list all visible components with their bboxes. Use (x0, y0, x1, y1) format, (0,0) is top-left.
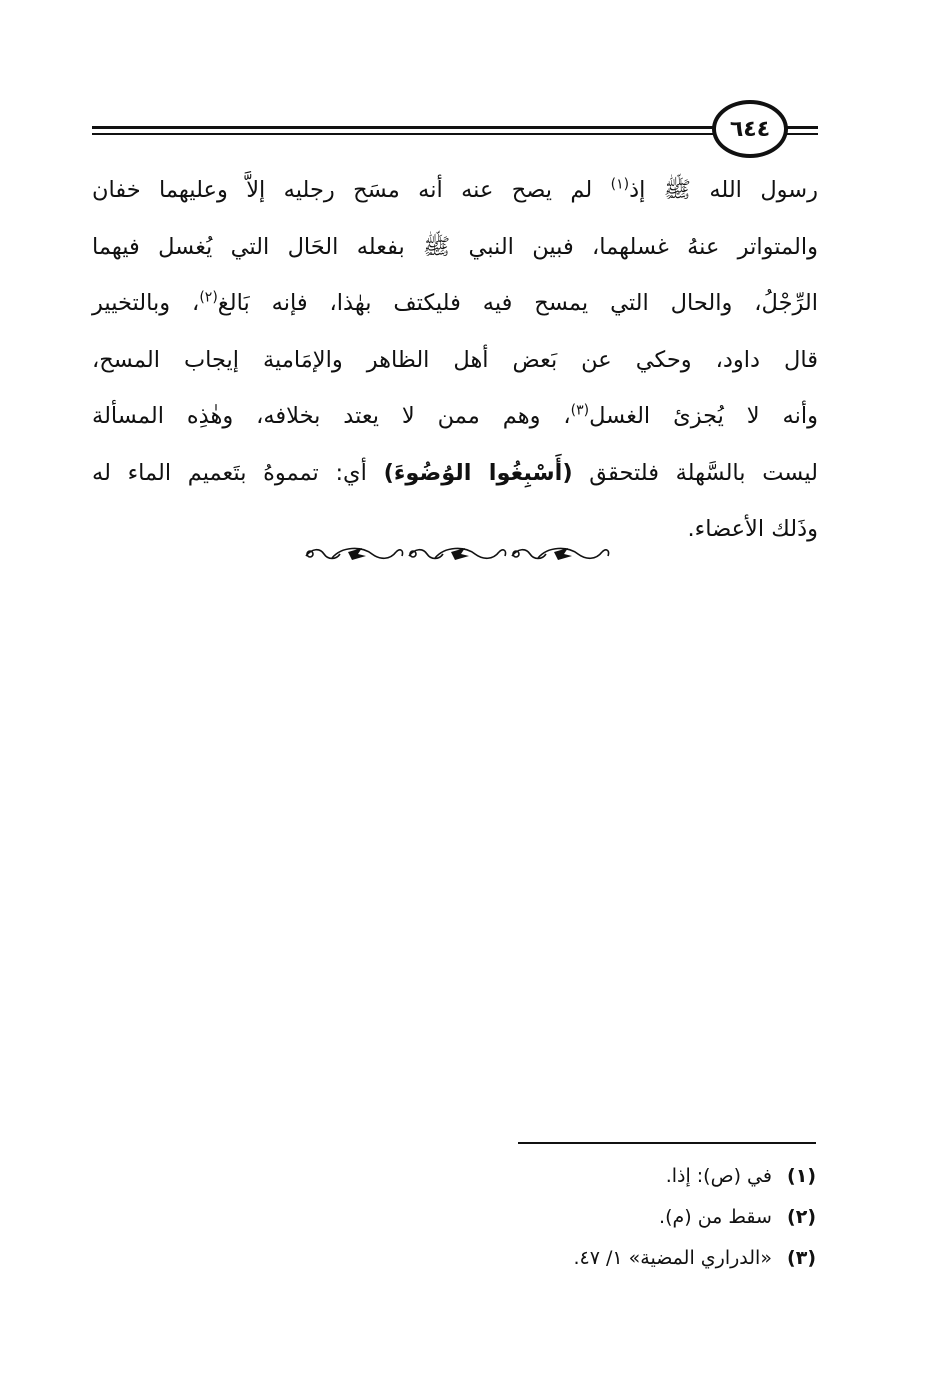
section-ornament (300, 540, 610, 568)
text-segment: قال داود، وحكي عن بَعض أهل الظاهر والإمَامية إيجاب المسح، (92, 346, 818, 373)
text-segment: وذَلك الأعضاء. (687, 516, 818, 542)
header-rule-right (786, 126, 818, 129)
footnote-item (300, 1156, 816, 1197)
text-segment: والمتواتر عنهُ غسلهما، فبين النبي ﷺ بفعله الحَال التي يُغسل فيهما (92, 233, 818, 260)
footnote-text: سقط من (م). (659, 1206, 772, 1228)
footnote-marker: (٢) (199, 289, 218, 306)
footnote-marker: (٣) (570, 402, 590, 419)
body-line (92, 332, 818, 389)
quranic-quote: (أَسْبِغُوا الوُضُوءَ) (383, 459, 573, 486)
text-segment: رسول الله ﷺ إذ (629, 177, 819, 203)
header-rule (92, 126, 718, 129)
body-line (92, 219, 818, 276)
header-rule-right-thin (786, 133, 818, 135)
footnote-item (300, 1238, 816, 1279)
body-line (92, 162, 818, 219)
text-segment: أي: تمموهُ بتَعميم الماء له (92, 459, 384, 486)
page-number-badge (712, 100, 788, 158)
text-segment: ، وبالتخيير (92, 290, 200, 316)
footnote-number: (٢) (787, 1206, 816, 1228)
footnote-number: (٣) (787, 1247, 816, 1269)
footnotes (300, 1156, 816, 1279)
footnote-text: في (ص): إذا. (665, 1165, 772, 1187)
body-line (92, 445, 818, 502)
page-number: ٦٤٤ (729, 116, 771, 142)
footnote-marker: (١) (610, 176, 630, 193)
body-text (92, 162, 818, 558)
header-rule-thin (92, 133, 718, 135)
body-line (92, 275, 818, 332)
text-segment: الرِّجْلُ، والحال التي يمسح فيه فليكتف بهٰذا، فإنه بَالغ (217, 290, 818, 316)
text-segment: ، وهم ممن لا يعتد بخلافه، وهٰذِه المسألة (92, 403, 571, 429)
text-segment: ليست بالسَّهلة فلتحقق (572, 459, 819, 486)
footnote-number: (١) (787, 1165, 816, 1187)
text-segment: وأنه لا يُجزئ الغسل (589, 403, 818, 429)
text-segment: لم يصح عنه أنه مسَح رجليه إلاَّ وعليهما خفان (92, 177, 611, 203)
footnote-text: «الدراري المضية» ١/ ٤٧. (573, 1247, 772, 1269)
footnote-item (300, 1197, 816, 1238)
body-line (92, 388, 818, 445)
footnote-rule (518, 1142, 816, 1144)
